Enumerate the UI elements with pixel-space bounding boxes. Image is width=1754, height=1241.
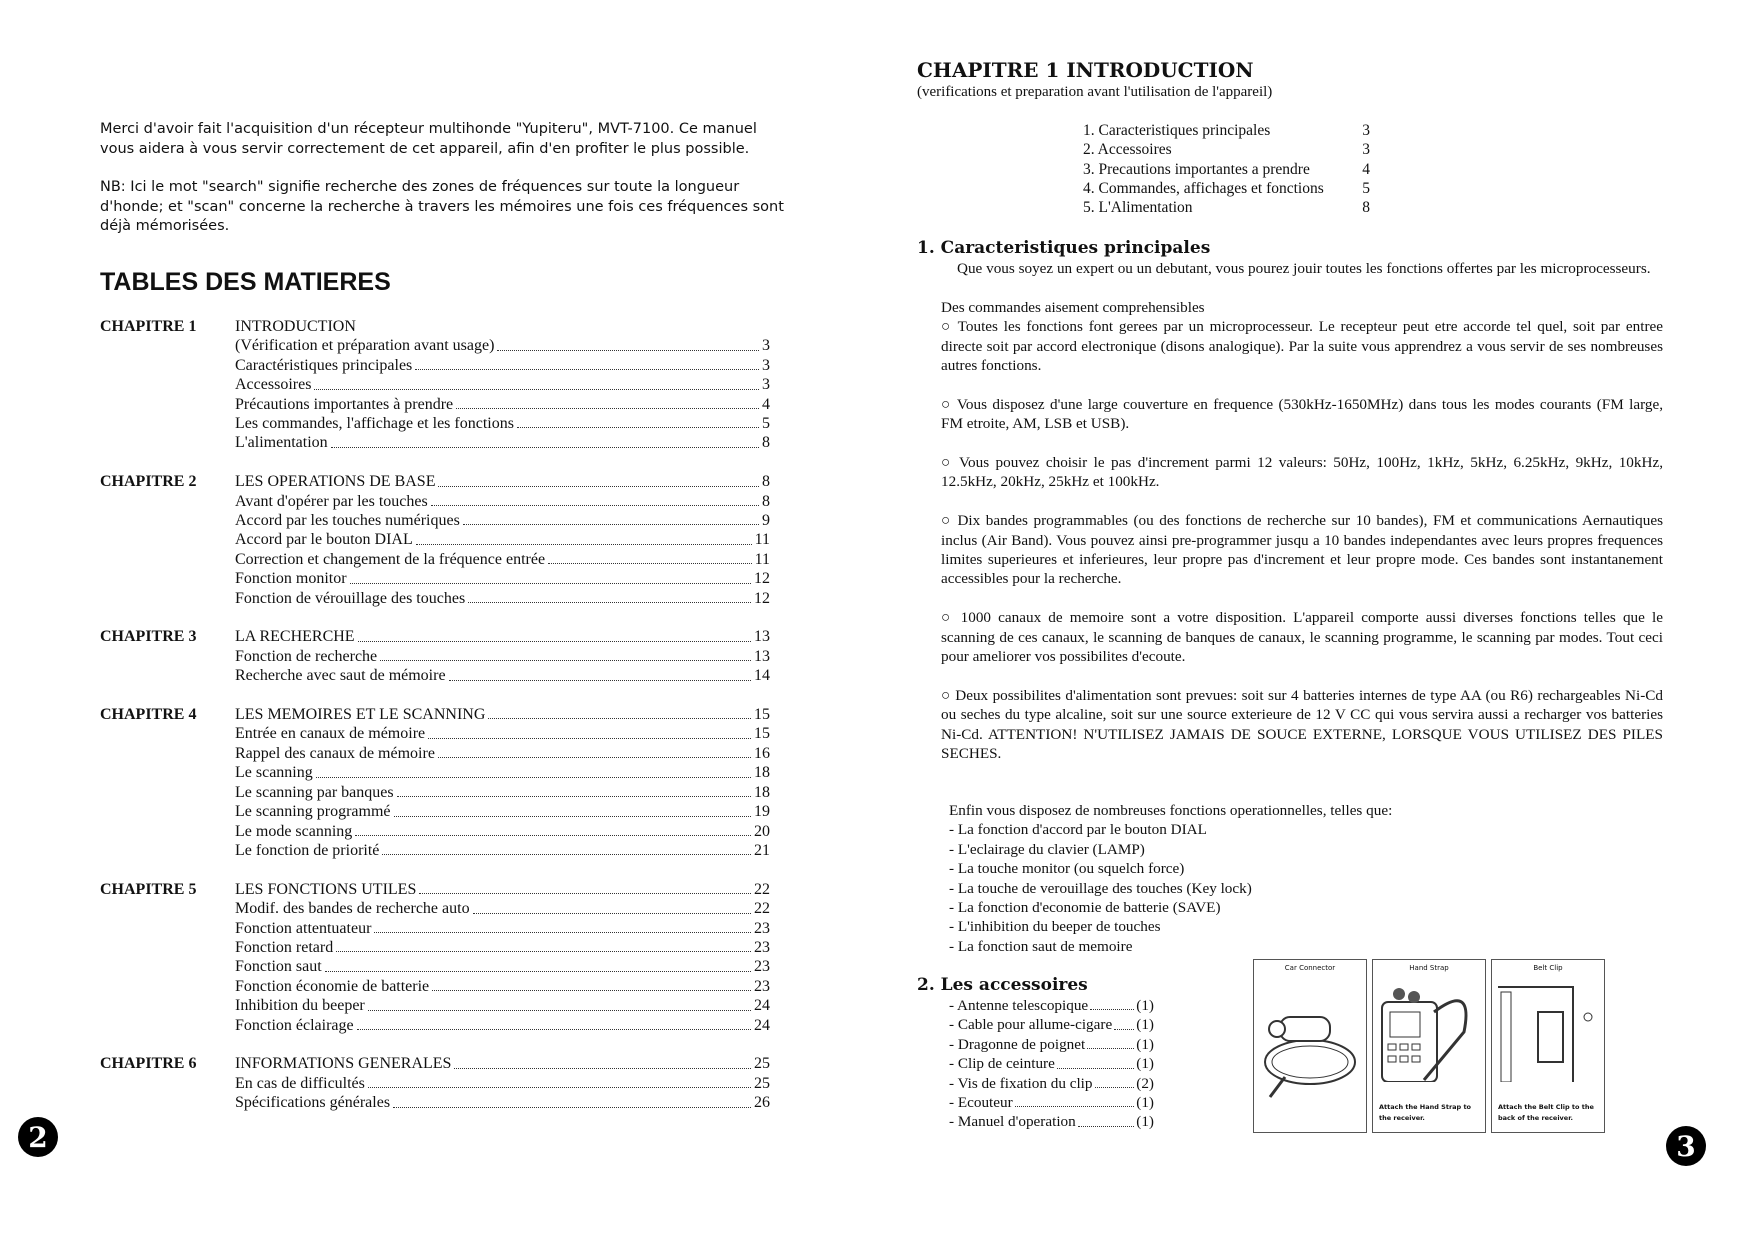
intro-text: [100, 120, 790, 256]
feature-item: - La fonction d'economie de batterie (SAVE): [949, 899, 1221, 917]
entry-title: Accord par le bouton DIAL: [235, 531, 413, 549]
chapter-entries: [235, 705, 770, 860]
toc-entry: [235, 511, 770, 530]
leader-dots: [438, 744, 751, 758]
entry-title: Fonction éclairage: [235, 1016, 354, 1034]
leader-dots: [1087, 1035, 1134, 1049]
leader-dots: [374, 919, 751, 933]
accessory-item: [949, 1015, 1154, 1034]
accessories-figure: [1253, 959, 1605, 1133]
entry-page: 8: [1362, 199, 1370, 217]
leader-dots: [355, 822, 751, 836]
entry-page: 11: [754, 550, 770, 568]
entry-title: Le scanning: [235, 764, 313, 782]
entry-page: 9: [762, 512, 770, 530]
leader-dots: [368, 1074, 751, 1088]
leader-dots: [358, 627, 751, 641]
feature-item: - La fonction d'accord par le bouton DIAL: [949, 821, 1207, 839]
accessory-item: [949, 996, 1154, 1015]
toc-entry: [235, 996, 770, 1015]
entry-page: 3: [762, 337, 770, 355]
accessory-name: - Dragonne de poignet: [949, 1035, 1086, 1053]
toc-entry: [235, 880, 770, 899]
entry-page: 23: [754, 938, 770, 956]
chapter-entries: [235, 880, 770, 1035]
entry-page: 20: [754, 822, 770, 840]
accessory-name: - Antenne telescopique: [949, 997, 1089, 1014]
toc-entry: [235, 492, 770, 511]
leader-dots: [548, 550, 752, 564]
toc-chapter: [100, 627, 770, 685]
body-paragraph: ○ Dix bandes programmables (ou des fonctions de recherche sur 10 bandes), FM et communications Aernautiques inclus (Air Band). Vous pouvez ainsi pre-programmer jusqu a 10 bandes independantes avec leurs propres frequences limites superieures et inferieures, leur propre pas d'increment et leur propre mode. Ces bandes sont instantanement accessibles pour la recherche.: [941, 512, 1663, 588]
accessory-qty: (2): [1136, 1074, 1154, 1092]
toc-title: TABLES DES MATIERES: [100, 268, 391, 296]
toc-entry: [235, 822, 770, 841]
chapter-toc-entry: [1083, 140, 1370, 159]
entry-title: Fonction retard: [235, 938, 334, 956]
chapter-subtitle: (verifications et preparation avant l'utilisation de l'appareil): [917, 84, 1273, 100]
section-body: [941, 259, 1663, 783]
leader-dots: [1057, 1054, 1134, 1068]
toc-chapter: [100, 472, 770, 608]
entry-title: Fonction de recherche: [235, 647, 378, 665]
figure-panel-belt-clip: [1491, 959, 1605, 1133]
accessory-name: - Cable pour allume-cigare: [949, 1016, 1113, 1034]
leader-dots: [325, 957, 751, 971]
accessory-qty: (1): [1136, 1113, 1154, 1131]
toc-entry: [235, 414, 770, 433]
entry-page: 24: [754, 997, 770, 1015]
accessory-qty: (1): [1136, 1016, 1154, 1034]
chapter-entries: [235, 627, 770, 685]
entry-page: 8: [762, 434, 770, 452]
accessory-qty: (1): [1136, 997, 1154, 1014]
accessory-item: [949, 1093, 1154, 1112]
toc-chapter: [100, 1054, 770, 1112]
leader-dots: [468, 589, 751, 603]
toc-entry: [235, 899, 770, 918]
feature-item: - La touche monitor (ou squelch force): [949, 860, 1185, 878]
toc-entry: [235, 336, 770, 355]
entry-page: 12: [754, 570, 770, 588]
toc-entry: [235, 957, 770, 976]
entry-title: Le scanning programmé: [235, 803, 391, 821]
accessory-item: [949, 1035, 1154, 1054]
panel-caption: Car Connector: [1284, 964, 1336, 972]
leader-dots: [473, 899, 751, 913]
page-number-right: 3: [1666, 1126, 1706, 1166]
leader-dots: [438, 472, 759, 486]
entry-title: Accord par les touches numériques: [235, 512, 460, 530]
body-paragraph: Que vous soyez un expert ou un debutant, vous pourez jouir toutes les fonctions offertes par les microprocesseurs.: [957, 260, 1651, 277]
entry-page: 15: [754, 725, 770, 743]
leader-dots: [331, 433, 759, 447]
leader-dots: [517, 414, 759, 428]
toc-entry: [235, 627, 770, 646]
toc-entry: [235, 375, 770, 394]
entry-title: (Vérification et préparation avant usage): [235, 337, 495, 355]
entry-page: 13: [754, 647, 770, 665]
entry-page: 22: [754, 880, 770, 898]
leader-dots: [432, 977, 751, 991]
toc-chapter: [100, 705, 770, 860]
leader-dots: [368, 996, 751, 1010]
accessory-item: [949, 1054, 1154, 1073]
chapter-toc-entry: [1083, 160, 1370, 179]
toc-entry: [235, 647, 770, 666]
entry-title: 1. Caracteristiques principales: [1083, 122, 1271, 139]
features-intro: Enfin vous disposez de nombreuses fonctions operationnelles, telles que:: [949, 802, 1393, 819]
toc-entry: [235, 666, 770, 685]
entry-page: 23: [754, 958, 770, 976]
accessory-name: - Ecouteur: [949, 1094, 1013, 1112]
leader-dots: [497, 336, 759, 350]
leader-dots: [357, 1016, 751, 1030]
entry-page: 5: [1362, 179, 1370, 197]
chapter-toc-entry: [1083, 179, 1370, 198]
chapter-entries: [235, 317, 770, 453]
chapter-label: CHAPITRE 6: [100, 1055, 197, 1073]
entry-title: 2. Accessoires: [1083, 141, 1172, 159]
entry-page: 25: [754, 1074, 770, 1092]
toc-entry: [235, 550, 770, 569]
leader-dots: [463, 511, 759, 525]
table-of-contents: [100, 317, 770, 1132]
body-paragraph: ○ Vous pouvez choisir le pas d'increment parmi 12 valeurs: 50Hz, 100Hz, 1kHz, 5kHz, 6.25kHz, 9kHz, 10kHz, 12.5kHz, 20kHz, 25kHz et 100kHz.: [941, 454, 1663, 491]
entry-page: 3: [762, 376, 770, 394]
chapter-toc-entry: [1083, 121, 1370, 140]
chapter-title: CHAPITRE 1 INTRODUCTION: [917, 58, 1254, 82]
nb-paragraph: NB: Ici le mot "search" signifie recherche des zones de fréquences sur toute la longueur d'honde; et "scan" concerne la recherche à travers les mémoires une fois ces fréquences sont déjà mémorisées.: [100, 179, 784, 234]
toc-entry: [235, 977, 770, 996]
entry-title: LES FONCTIONS UTILES: [235, 880, 417, 898]
leader-dots: [1095, 1074, 1135, 1088]
chapter-toc-entry: [1083, 198, 1370, 217]
chapter-label: CHAPITRE 1: [100, 318, 197, 335]
entry-page: 22: [754, 900, 770, 918]
entry-page: 5: [762, 415, 770, 433]
body-paragraph: Des commandes aisement comprehensibles ○ Toutes les fonctions font gerees par un microprocesseur. Le recepteur peut etre accorde tel quel, soit par entree directe soit par accord electronique (disons analogique). Par la suite vous apprendrez a vous servir de ses nombreuses autres fonctions.: [941, 298, 1663, 375]
entry-title: LES MEMOIRES ET LE SCANNING: [235, 706, 486, 724]
entry-page: 3: [1362, 141, 1370, 159]
leader-dots: [449, 666, 751, 680]
leader-dots: [350, 569, 751, 583]
chapter-entries: [235, 472, 770, 608]
leader-dots: [1114, 1015, 1134, 1029]
leader-dots: [316, 763, 751, 777]
entry-title: Fonction saut: [235, 958, 322, 976]
entry-page: 24: [754, 1016, 770, 1034]
accessory-qty: (1): [1136, 1094, 1154, 1112]
body-paragraph: ○ Vous disposez d'une large couverture en frequence (530kHz-1650MHz) dans tous les modes courants (FM large, FM etroite, AM, LSB et USB).: [941, 395, 1663, 433]
entry-page: 23: [754, 919, 770, 937]
entry-title: Recherche avec saut de mémoire: [235, 667, 446, 685]
entry-title: Les commandes, l'affichage et les fonctions: [235, 415, 514, 433]
leader-dots: [415, 356, 759, 370]
figure-panel-hand-strap: [1372, 959, 1486, 1133]
toc-entry: [235, 705, 770, 724]
toc-entry: [235, 317, 770, 336]
body-paragraph: ○ 1000 canaux de memoire sont a votre disposition. L'appareil comporte aussi diverses fonctions telles que le scanning de ces canaux, le scanning de banques de canaux, le scanning programme, le scanning par modes. Tout ceci pour ameliorer vos possibilites d'ecoute.: [941, 609, 1663, 666]
hand-strap-illustration: [1374, 972, 1484, 1082]
toc-chapter: [100, 880, 770, 1035]
toc-entry: [235, 841, 770, 860]
entry-page: 3: [1362, 122, 1370, 139]
intro-paragraph: Merci d'avoir fait l'acquisition d'un récepteur multihonde "Yupiteru", MVT-7100. Ce manuel vous aidera à vous servir correctement de cet appareil, afin d'en profiter le plus possible.: [100, 121, 757, 157]
entry-title: En cas de difficultés: [235, 1074, 365, 1092]
accessory-qty: (1): [1136, 1055, 1154, 1073]
entry-page: 25: [754, 1055, 770, 1073]
entry-title: LA RECHERCHE: [235, 628, 355, 646]
entry-page: 15: [754, 706, 770, 724]
toc-chapter: [100, 317, 770, 453]
entry-title: Modif. des bandes de recherche auto: [235, 900, 470, 918]
entry-title: Avant d'opérer par les touches: [235, 492, 428, 510]
entry-page: 11: [754, 531, 770, 549]
chapter-entries: [235, 1054, 770, 1112]
section-heading-2: 2. Les accessoires: [917, 975, 1088, 995]
leader-dots: [1078, 1112, 1135, 1126]
entry-title: INFORMATIONS GENERALES: [235, 1055, 452, 1073]
figure-panel-car-connector: [1253, 959, 1367, 1133]
chapter-label: CHAPITRE 5: [100, 880, 197, 898]
entry-page: 12: [754, 589, 770, 607]
entry-page: 14: [754, 667, 770, 685]
toc-entry: [235, 472, 770, 491]
entry-title: Entrée en canaux de mémoire: [235, 725, 426, 743]
entry-page: 4: [762, 395, 770, 413]
entry-page: 3: [762, 356, 770, 374]
toc-entry: [235, 802, 770, 821]
toc-entry: [235, 763, 770, 782]
entry-title: Caractéristiques principales: [235, 356, 413, 374]
toc-entry: [235, 356, 770, 375]
chapter-toc: [1083, 121, 1370, 217]
entry-page: 8: [762, 473, 770, 491]
toc-entry: [235, 1093, 770, 1112]
entry-title: INTRODUCTION: [235, 318, 356, 335]
entry-page: 23: [754, 977, 770, 995]
feature-item: - L'inhibition du beeper de touches: [949, 918, 1161, 936]
entry-title: Fonction économie de batterie: [235, 977, 430, 995]
entry-title: Fonction monitor: [235, 570, 347, 588]
entry-title: Rappel des canaux de mémoire: [235, 744, 435, 762]
page-number-left: 2: [18, 1117, 58, 1157]
leader-dots: [1015, 1093, 1135, 1107]
leader-dots: [419, 880, 751, 894]
toc-entry: [235, 433, 770, 452]
entry-page: 18: [754, 783, 770, 801]
accessory-item: [949, 1074, 1154, 1093]
leader-dots: [431, 492, 759, 506]
entry-title: Inhibition du beeper: [235, 997, 365, 1015]
toc-entry: [235, 569, 770, 588]
entry-title: Accessoires: [235, 376, 312, 394]
entry-page: 13: [754, 628, 770, 646]
accessories-list: [949, 996, 1154, 1132]
leader-dots: [397, 783, 751, 797]
entry-title: L'alimentation: [235, 434, 328, 452]
entry-title: Le scanning par banques: [235, 783, 394, 801]
feature-item: - La fonction saut de memoire: [949, 937, 1133, 955]
panel-caption: Hand Strap: [1409, 964, 1449, 972]
leader-dots: [1090, 996, 1134, 1010]
toc-entry: [235, 724, 770, 743]
leader-dots: [314, 375, 759, 389]
leader-dots: [380, 647, 751, 661]
entry-title: 5. L'Alimentation: [1083, 199, 1193, 217]
car-connector-illustration: [1255, 972, 1365, 1112]
entry-title: Le mode scanning: [235, 822, 353, 840]
toc-entry: [235, 395, 770, 414]
toc-entry: [235, 1016, 770, 1035]
entry-title: LES OPERATIONS DE BASE: [235, 473, 436, 491]
leader-dots: [394, 802, 752, 816]
toc-entry: [235, 919, 770, 938]
feature-item: - La touche de verouillage des touches (Key lock): [949, 879, 1252, 897]
toc-entry: [235, 783, 770, 802]
leader-dots: [454, 1054, 751, 1068]
entry-title: Spécifications générales: [235, 1094, 391, 1112]
leader-dots: [456, 395, 759, 409]
toc-entry: [235, 589, 770, 608]
leader-dots: [428, 724, 751, 738]
entry-page: 4: [1362, 160, 1370, 178]
entry-title: Fonction de vérouillage des touches: [235, 589, 466, 607]
features-list: [949, 801, 1392, 956]
entry-title: 3. Precautions importantes a prendre: [1083, 160, 1310, 178]
entry-title: Précautions importantes à prendre: [235, 395, 454, 413]
feature-item: - L'eclairage du clavier (LAMP): [949, 840, 1145, 858]
leader-dots: [336, 938, 751, 952]
panel-note: Attach the Belt Clip to the back of the receiver.: [1498, 1103, 1594, 1122]
toc-entry: [235, 1074, 770, 1093]
entry-page: 18: [754, 764, 770, 782]
accessory-name: - Clip de ceinture: [949, 1055, 1055, 1073]
chapter-label: CHAPITRE 4: [100, 706, 197, 724]
entry-page: 8: [762, 492, 770, 510]
leader-dots: [416, 530, 752, 544]
toc-entry: [235, 744, 770, 763]
leader-dots: [488, 705, 751, 719]
entry-title: Fonction attentuateur: [235, 919, 372, 937]
entry-title: Le fonction de priorité: [235, 841, 380, 859]
toc-entry: [235, 1054, 770, 1073]
entry-page: 19: [754, 803, 770, 821]
toc-entry: [235, 530, 770, 549]
toc-entry: [235, 938, 770, 957]
section-heading-1: 1. Caracteristiques principales: [917, 238, 1211, 258]
accessory-item: [949, 1112, 1154, 1131]
accessory-qty: (1): [1136, 1035, 1154, 1053]
panel-note: Attach the Hand Strap to the receiver.: [1379, 1103, 1472, 1122]
chapter-label: CHAPITRE 2: [100, 473, 197, 491]
panel-caption: Belt Clip: [1533, 964, 1563, 972]
entry-page: 26: [754, 1094, 770, 1112]
entry-page: 21: [754, 841, 770, 859]
chapter-label: CHAPITRE 3: [100, 628, 197, 646]
leader-dots: [393, 1093, 751, 1107]
entry-title: 4. Commandes, affichages et fonctions: [1083, 179, 1324, 197]
leader-dots: [382, 841, 751, 855]
entry-title: Correction et changement de la fréquence entrée: [235, 550, 546, 568]
body-paragraph: ○ Deux possibilites d'alimentation sont prevues: soit sur 4 batteries internes de type AA (ou R6) rechargeables Ni-Cd ou seches du type alcaline, soit sur une source exterieure de 12 V CC qui vous servira aussi a recharger vos batteries Ni-Cd. ATTENTION! N'UTILISEZ JAMAIS DE SOUCE EXTERNE, LORSQUE VOUS UTILISEZ DES PILES SECHES.: [941, 686, 1663, 763]
belt-clip-illustration: [1493, 972, 1603, 1082]
accessory-name: - Manuel d'operation: [949, 1113, 1076, 1131]
entry-page: 16: [754, 744, 770, 762]
accessory-name: - Vis de fixation du clip: [949, 1074, 1093, 1092]
